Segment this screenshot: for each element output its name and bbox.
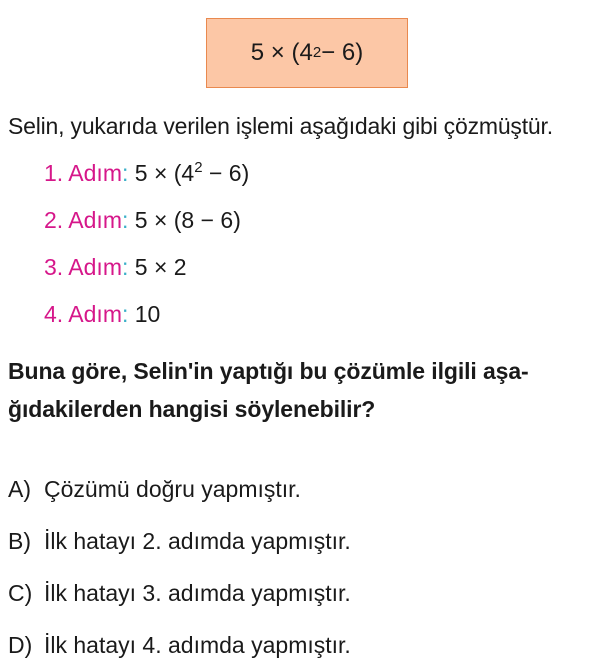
step-2 (44, 207, 241, 234)
step-4-text: 10 (128, 301, 161, 327)
question-line-1: Buna göre, Selin'in yaptığı bu çözümle ilgili aşa- (8, 358, 529, 384)
expression-suffix: − 6) (321, 39, 364, 66)
option-c[interactable] (8, 580, 351, 607)
step-4 (44, 301, 160, 328)
option-c-letter: C) (8, 580, 33, 606)
expression-box: 5 × (4 2 − 6) (206, 18, 408, 88)
option-b[interactable] (8, 528, 351, 555)
step-2-label: 2. Adım (44, 207, 122, 233)
question-text (8, 352, 612, 428)
step-1-exponent: 2 (194, 159, 203, 176)
step-1-prefix: 5 × (4 (128, 160, 195, 186)
step-3-label: 3. Adım (44, 254, 122, 280)
step-4-colon: : (121, 301, 129, 327)
option-a[interactable] (8, 476, 301, 503)
option-a-text: Çözümü doğru yapmıştır. (44, 476, 301, 502)
intro-text: Selin, yukarıda verilen işlemi aşağıdaki gibi çözmüştür. (8, 113, 553, 139)
step-2-colon: : (121, 207, 129, 233)
question-line-2: ğıdakilerden hangisi söylenebilir? (8, 396, 376, 422)
step-1-colon: : (121, 160, 129, 186)
step-3-text: 5 × 2 (128, 254, 187, 280)
step-2-text: 5 × (8 − 6) (128, 207, 241, 233)
option-c-text: İlk hatayı 3. adımda yapmıştır. (44, 580, 351, 606)
expression-prefix: 5 × (4 (250, 39, 313, 66)
step-3 (44, 254, 187, 281)
step-3-colon: : (121, 254, 129, 280)
option-b-text: İlk hatayı 2. adımda yapmıştır. (44, 528, 351, 554)
step-1-label: 1. Adım (44, 160, 122, 186)
step-4-label: 4. Adım (44, 301, 122, 327)
option-d-text: İlk hatayı 4. adımda yapmıştır. (44, 632, 351, 658)
step-1-suffix: − 6) (202, 160, 250, 186)
option-d-letter: D) (8, 632, 33, 658)
option-b-letter: B) (8, 528, 31, 554)
option-a-letter: A) (8, 476, 31, 502)
option-d[interactable] (8, 632, 351, 659)
step-1 (44, 160, 249, 187)
